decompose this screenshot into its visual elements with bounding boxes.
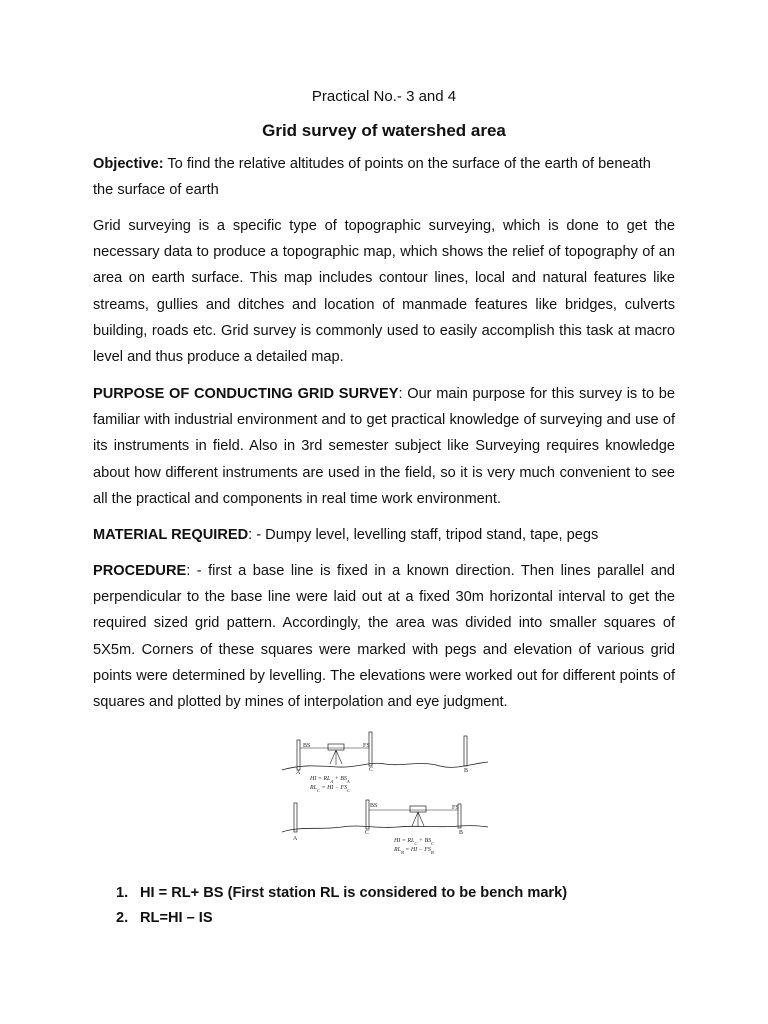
staff-b-top	[464, 736, 467, 766]
ground-line-bottom	[282, 826, 488, 832]
procedure-label: PROCEDURE	[93, 563, 187, 579]
formula-text: RL=HI – IS	[140, 910, 213, 926]
list-number: 2.	[116, 910, 129, 926]
point-a-top: A	[296, 770, 301, 776]
equation-bottom-1: HI = $RL_C + BS_C$	[394, 838, 435, 846]
point-b-bottom: B	[459, 830, 464, 836]
point-a-bottom: A	[293, 836, 298, 842]
material-label: MATERIAL REQUIRED	[93, 527, 249, 543]
point-b-top: B	[464, 768, 469, 774]
procedure-paragraph	[93, 558, 675, 715]
staff-c-bottom	[366, 800, 369, 829]
material-paragraph	[93, 522, 675, 548]
bs-label-bottom: BS	[370, 803, 378, 809]
bs-label-top: BS	[303, 743, 311, 749]
point-c-bottom: C	[365, 830, 370, 836]
page-title: Grid survey of watershed area	[262, 121, 506, 140]
purpose-label: PURPOSE OF CONDUCTING GRID SURVEY	[93, 386, 399, 402]
levelling-diagram	[280, 730, 492, 860]
formula-list	[116, 881, 567, 931]
material-text: : - Dumpy level, levelling staff, tripod stand, tape, pegs	[248, 527, 599, 543]
list-item	[116, 906, 567, 931]
diagram-top-panel	[282, 732, 488, 793]
intro-paragraph: Grid surveying is a specific type of topographic surveying, which is done to get the necessary data to produce a topographic map, which shows the relief of topography of an area on earth surface. This map includes contour lines, local and natural features like streams, gullies and ditches and location of manmade features like bridges, culverts building, roads etc. Grid survey is commonly used to easily accomplish this task at macro level and thus produce a detailed map.	[93, 218, 675, 366]
equation-top-2: $RL_C$ = HI − $FS_C$	[310, 785, 351, 793]
practical-number: Practical No.- 3 and 4	[311, 88, 457, 105]
equation-top-1: HI = $RL_A + BS_A$	[310, 776, 350, 784]
staff-a-top	[297, 740, 300, 770]
tripod-top	[330, 750, 342, 765]
point-c-top: C	[369, 767, 374, 773]
purpose-paragraph	[93, 381, 675, 512]
list-item	[116, 881, 567, 906]
staff-c-top	[369, 732, 372, 766]
objective-label: Objective:	[93, 156, 164, 172]
fs-label-bottom: FS	[452, 805, 459, 811]
objective-text: To find the relative altitudes of points on the surface of the earth of beneath the surface of earth	[93, 156, 651, 199]
fs-label-top: FS	[363, 743, 370, 749]
level-instrument-top	[328, 744, 344, 750]
ground-line-top	[282, 762, 488, 770]
objective-paragraph	[93, 151, 675, 203]
diagram-bottom-panel	[282, 800, 488, 855]
formula-text: HI = RL+ BS (First station RL is considered to be bench mark)	[140, 885, 568, 901]
procedure-text: : - first a base line is fixed in a known direction. Then lines parallel and perpendicular to the base line were laid out at a fixed 30m horizontal interval to get the required sized grid pattern. Accordingly, the area was divided into smaller squares of 5X5m. Corners of these squares were marked with pegs and elevation of various grid points were determined by levelling. The elevations were worked out for different points of squares and plotted by mines of interpolation and eye judgment.	[93, 563, 675, 711]
staff-a-bottom	[294, 803, 297, 832]
purpose-text: : Our main purpose for this survey is to be familiar with industrial environment and to get practical knowledge of surveying and use of its instruments in field. Also in 3rd semester subject like Surveying requires knowledge about how different instruments are used in the field, so it is very much convenient to see all the practical and components in real time work environment.	[93, 386, 675, 507]
list-number: 1.	[116, 885, 129, 901]
level-instrument-bottom	[410, 806, 426, 812]
equation-bottom-2: $RL_B$ = HI − $FS_B$	[394, 847, 434, 855]
tripod-bottom	[412, 812, 424, 827]
